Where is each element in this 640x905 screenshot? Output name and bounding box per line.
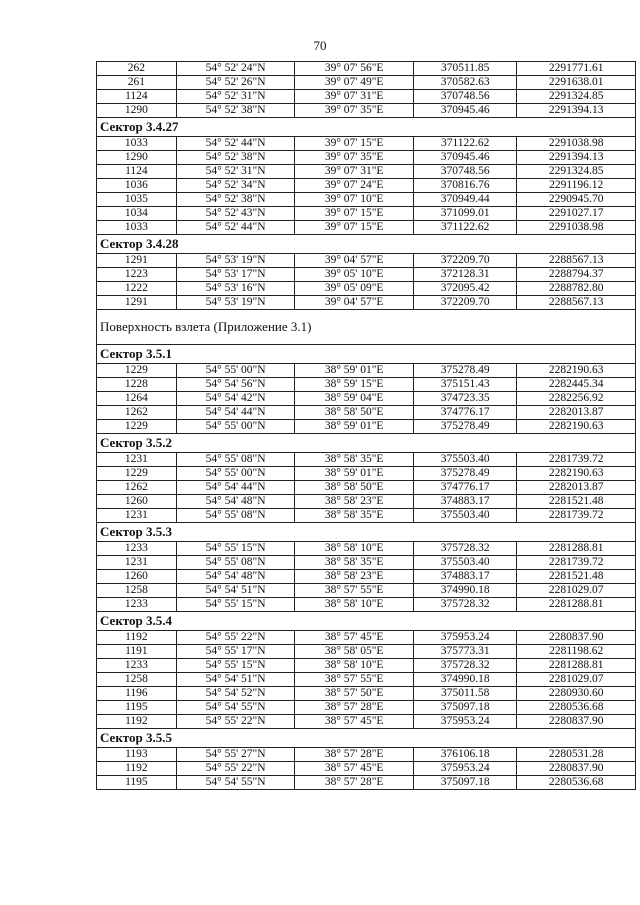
longitude-cell: 38° 58' 05"E — [295, 645, 414, 659]
latitude-cell: 54° 55' 08"N — [176, 509, 295, 523]
latitude-cell: 54° 54' 42"N — [176, 392, 295, 406]
longitude-cell: 39° 07' 35"E — [295, 104, 414, 118]
latitude-cell: 54° 52' 24"N — [176, 62, 295, 76]
longitude-cell: 38° 57' 50"E — [295, 687, 414, 701]
longitude-cell: 39° 05' 10"E — [295, 268, 414, 282]
y-coordinate-cell: 2288782.80 — [517, 282, 636, 296]
longitude-cell: 38° 58' 50"E — [295, 406, 414, 420]
x-coordinate-cell: 376106.18 — [413, 748, 516, 762]
longitude-cell: 39° 07' 15"E — [295, 221, 414, 235]
latitude-cell: 54° 54' 44"N — [176, 406, 295, 420]
longitude-cell: 39° 04' 57"E — [295, 254, 414, 268]
sector-heading-row — [97, 345, 636, 364]
table-row — [97, 659, 636, 673]
table-row — [97, 776, 636, 790]
y-coordinate-cell: 2291038.98 — [517, 221, 636, 235]
x-coordinate-cell: 370748.56 — [413, 165, 516, 179]
x-coordinate-cell: 375503.40 — [413, 509, 516, 523]
x-coordinate-cell: 370511.85 — [413, 62, 516, 76]
sector-heading: Сектор 3.4.27 — [97, 118, 636, 137]
table-row — [97, 179, 636, 193]
point-number-cell: 1262 — [97, 481, 177, 495]
point-number-cell: 1192 — [97, 631, 177, 645]
longitude-cell: 39° 07' 10"E — [295, 193, 414, 207]
table-row — [97, 645, 636, 659]
point-number-cell: 1233 — [97, 659, 177, 673]
latitude-cell: 54° 55' 22"N — [176, 762, 295, 776]
point-number-cell: 1290 — [97, 151, 177, 165]
latitude-cell: 54° 52' 38"N — [176, 104, 295, 118]
y-coordinate-cell: 2288794.37 — [517, 268, 636, 282]
longitude-cell: 39° 07' 31"E — [295, 165, 414, 179]
longitude-cell: 38° 57' 55"E — [295, 673, 414, 687]
y-coordinate-cell: 2281521.48 — [517, 570, 636, 584]
latitude-cell: 54° 55' 22"N — [176, 631, 295, 645]
latitude-cell: 54° 52' 38"N — [176, 193, 295, 207]
latitude-cell: 54° 52' 43"N — [176, 207, 295, 221]
table-row — [97, 556, 636, 570]
y-coordinate-cell: 2282190.63 — [517, 420, 636, 434]
x-coordinate-cell: 372209.70 — [413, 296, 516, 310]
y-coordinate-cell: 2281521.48 — [517, 495, 636, 509]
table-row — [97, 104, 636, 118]
longitude-cell: 39° 07' 15"E — [295, 207, 414, 221]
point-number-cell: 1124 — [97, 90, 177, 104]
sector-heading: Сектор 3.5.4 — [97, 612, 636, 631]
point-number-cell: 1034 — [97, 207, 177, 221]
point-number-cell: 1264 — [97, 392, 177, 406]
longitude-cell: 39° 05' 09"E — [295, 282, 414, 296]
longitude-cell: 38° 57' 45"E — [295, 762, 414, 776]
point-number-cell: 1258 — [97, 673, 177, 687]
point-number-cell: 1229 — [97, 467, 177, 481]
point-number-cell: 1262 — [97, 406, 177, 420]
latitude-cell: 54° 52' 44"N — [176, 137, 295, 151]
x-coordinate-cell: 375728.32 — [413, 598, 516, 612]
y-coordinate-cell: 2280536.68 — [517, 701, 636, 715]
x-coordinate-cell: 371122.62 — [413, 137, 516, 151]
x-coordinate-cell: 375278.49 — [413, 364, 516, 378]
table-row — [97, 598, 636, 612]
point-number-cell: 1195 — [97, 701, 177, 715]
x-coordinate-cell: 372209.70 — [413, 254, 516, 268]
section-title-row — [97, 310, 636, 345]
y-coordinate-cell: 2282190.63 — [517, 364, 636, 378]
section-title: Поверхность взлета (Приложение 3.1) — [97, 310, 636, 345]
latitude-cell: 54° 54' 48"N — [176, 495, 295, 509]
x-coordinate-cell: 374883.17 — [413, 495, 516, 509]
x-coordinate-cell: 375953.24 — [413, 715, 516, 729]
longitude-cell: 39° 04' 57"E — [295, 296, 414, 310]
x-coordinate-cell: 374990.18 — [413, 584, 516, 598]
x-coordinate-cell: 375011.58 — [413, 687, 516, 701]
longitude-cell: 39° 07' 35"E — [295, 151, 414, 165]
latitude-cell: 54° 52' 31"N — [176, 165, 295, 179]
x-coordinate-cell: 371122.62 — [413, 221, 516, 235]
table-row — [97, 453, 636, 467]
y-coordinate-cell: 2291196.12 — [517, 179, 636, 193]
longitude-cell: 39° 07' 31"E — [295, 90, 414, 104]
y-coordinate-cell: 2280837.90 — [517, 762, 636, 776]
y-coordinate-cell: 2280837.90 — [517, 631, 636, 645]
coordinates-table — [96, 61, 636, 790]
y-coordinate-cell: 2281288.81 — [517, 598, 636, 612]
x-coordinate-cell: 375278.49 — [413, 467, 516, 481]
point-number-cell: 1192 — [97, 762, 177, 776]
x-coordinate-cell: 372095.42 — [413, 282, 516, 296]
table-row — [97, 378, 636, 392]
y-coordinate-cell: 2281288.81 — [517, 659, 636, 673]
latitude-cell: 54° 53' 19"N — [176, 254, 295, 268]
x-coordinate-cell: 375953.24 — [413, 631, 516, 645]
latitude-cell: 54° 53' 19"N — [176, 296, 295, 310]
y-coordinate-cell: 2280536.68 — [517, 776, 636, 790]
point-number-cell: 1193 — [97, 748, 177, 762]
table-row — [97, 282, 636, 296]
x-coordinate-cell: 370945.46 — [413, 151, 516, 165]
latitude-cell: 54° 52' 34"N — [176, 179, 295, 193]
table-row — [97, 254, 636, 268]
latitude-cell: 54° 53' 17"N — [176, 268, 295, 282]
table-row — [97, 420, 636, 434]
y-coordinate-cell: 2290945.70 — [517, 193, 636, 207]
x-coordinate-cell: 371099.01 — [413, 207, 516, 221]
x-coordinate-cell: 370945.46 — [413, 104, 516, 118]
sector-heading: Сектор 3.5.3 — [97, 523, 636, 542]
x-coordinate-cell: 372128.31 — [413, 268, 516, 282]
point-number-cell: 1036 — [97, 179, 177, 193]
latitude-cell: 54° 55' 00"N — [176, 467, 295, 481]
y-coordinate-cell: 2281029.07 — [517, 584, 636, 598]
x-coordinate-cell: 370949.44 — [413, 193, 516, 207]
longitude-cell: 38° 59' 01"E — [295, 467, 414, 481]
y-coordinate-cell: 2291638.01 — [517, 76, 636, 90]
sector-heading-row — [97, 729, 636, 748]
y-coordinate-cell: 2288567.13 — [517, 254, 636, 268]
point-number-cell: 1195 — [97, 776, 177, 790]
sector-heading-row — [97, 235, 636, 254]
latitude-cell: 54° 55' 08"N — [176, 453, 295, 467]
x-coordinate-cell: 375728.32 — [413, 659, 516, 673]
latitude-cell: 54° 55' 15"N — [176, 659, 295, 673]
table-row — [97, 570, 636, 584]
y-coordinate-cell: 2280930.60 — [517, 687, 636, 701]
longitude-cell: 38° 57' 28"E — [295, 776, 414, 790]
y-coordinate-cell: 2282256.92 — [517, 392, 636, 406]
latitude-cell: 54° 54' 56"N — [176, 378, 295, 392]
y-coordinate-cell: 2288567.13 — [517, 296, 636, 310]
latitude-cell: 54° 55' 00"N — [176, 364, 295, 378]
point-number-cell: 1228 — [97, 378, 177, 392]
latitude-cell: 54° 55' 17"N — [176, 645, 295, 659]
x-coordinate-cell: 375151.43 — [413, 378, 516, 392]
x-coordinate-cell: 375278.49 — [413, 420, 516, 434]
table-row — [97, 762, 636, 776]
y-coordinate-cell: 2281739.72 — [517, 509, 636, 523]
x-coordinate-cell: 375728.32 — [413, 542, 516, 556]
table-row — [97, 481, 636, 495]
longitude-cell: 38° 59' 01"E — [295, 364, 414, 378]
latitude-cell: 54° 55' 00"N — [176, 420, 295, 434]
latitude-cell: 54° 54' 55"N — [176, 701, 295, 715]
latitude-cell: 54° 53' 16"N — [176, 282, 295, 296]
latitude-cell: 54° 54' 51"N — [176, 584, 295, 598]
point-number-cell: 1191 — [97, 645, 177, 659]
sector-heading: Сектор 3.5.5 — [97, 729, 636, 748]
x-coordinate-cell: 374883.17 — [413, 570, 516, 584]
coordinates-table-body — [97, 62, 636, 790]
point-number-cell: 1233 — [97, 542, 177, 556]
longitude-cell: 38° 58' 50"E — [295, 481, 414, 495]
longitude-cell: 38° 59' 15"E — [295, 378, 414, 392]
y-coordinate-cell: 2282445.34 — [517, 378, 636, 392]
longitude-cell: 39° 07' 49"E — [295, 76, 414, 90]
latitude-cell: 54° 54' 55"N — [176, 776, 295, 790]
x-coordinate-cell: 374776.17 — [413, 406, 516, 420]
latitude-cell: 54° 55' 15"N — [176, 542, 295, 556]
table-row — [97, 687, 636, 701]
point-number-cell: 1231 — [97, 509, 177, 523]
longitude-cell: 38° 58' 10"E — [295, 598, 414, 612]
point-number-cell: 1291 — [97, 296, 177, 310]
latitude-cell: 54° 55' 15"N — [176, 598, 295, 612]
y-coordinate-cell: 2282013.87 — [517, 481, 636, 495]
table-row — [97, 467, 636, 481]
longitude-cell: 38° 58' 35"E — [295, 453, 414, 467]
point-number-cell: 1229 — [97, 420, 177, 434]
x-coordinate-cell: 370816.76 — [413, 179, 516, 193]
y-coordinate-cell: 2282190.63 — [517, 467, 636, 481]
y-coordinate-cell: 2281739.72 — [517, 453, 636, 467]
point-number-cell: 261 — [97, 76, 177, 90]
table-row — [97, 151, 636, 165]
y-coordinate-cell: 2291394.13 — [517, 151, 636, 165]
sector-heading-row — [97, 612, 636, 631]
table-row — [97, 406, 636, 420]
latitude-cell: 54° 55' 08"N — [176, 556, 295, 570]
longitude-cell: 38° 58' 23"E — [295, 570, 414, 584]
table-row — [97, 509, 636, 523]
latitude-cell: 54° 54' 48"N — [176, 570, 295, 584]
point-number-cell: 1290 — [97, 104, 177, 118]
sector-heading: Сектор 3.5.2 — [97, 434, 636, 453]
table-row — [97, 165, 636, 179]
y-coordinate-cell: 2291771.61 — [517, 62, 636, 76]
point-number-cell: 1222 — [97, 282, 177, 296]
table-row — [97, 715, 636, 729]
point-number-cell: 1258 — [97, 584, 177, 598]
longitude-cell: 38° 58' 10"E — [295, 542, 414, 556]
latitude-cell: 54° 54' 44"N — [176, 481, 295, 495]
y-coordinate-cell: 2281739.72 — [517, 556, 636, 570]
point-number-cell: 1033 — [97, 137, 177, 151]
longitude-cell: 39° 07' 15"E — [295, 137, 414, 151]
point-number-cell: 1260 — [97, 495, 177, 509]
sector-heading-row — [97, 118, 636, 137]
table-row — [97, 207, 636, 221]
latitude-cell: 54° 52' 26"N — [176, 76, 295, 90]
table-row — [97, 701, 636, 715]
y-coordinate-cell: 2291394.13 — [517, 104, 636, 118]
sector-heading-row — [97, 523, 636, 542]
point-number-cell: 1035 — [97, 193, 177, 207]
latitude-cell: 54° 55' 22"N — [176, 715, 295, 729]
x-coordinate-cell: 370748.56 — [413, 90, 516, 104]
table-row — [97, 76, 636, 90]
point-number-cell: 1291 — [97, 254, 177, 268]
y-coordinate-cell: 2291324.85 — [517, 165, 636, 179]
sector-heading: Сектор 3.5.1 — [97, 345, 636, 364]
y-coordinate-cell: 2280837.90 — [517, 715, 636, 729]
table-row — [97, 90, 636, 104]
longitude-cell: 38° 57' 45"E — [295, 631, 414, 645]
longitude-cell: 38° 59' 01"E — [295, 420, 414, 434]
table-row — [97, 193, 636, 207]
latitude-cell: 54° 52' 38"N — [176, 151, 295, 165]
table-row — [97, 542, 636, 556]
y-coordinate-cell: 2282013.87 — [517, 406, 636, 420]
table-row — [97, 62, 636, 76]
longitude-cell: 38° 57' 45"E — [295, 715, 414, 729]
latitude-cell: 54° 55' 27"N — [176, 748, 295, 762]
table-row — [97, 296, 636, 310]
longitude-cell: 38° 59' 04"E — [295, 392, 414, 406]
x-coordinate-cell: 370582.63 — [413, 76, 516, 90]
page-number: 70 — [313, 38, 327, 53]
x-coordinate-cell: 374990.18 — [413, 673, 516, 687]
longitude-cell: 38° 58' 35"E — [295, 556, 414, 570]
y-coordinate-cell: 2291038.98 — [517, 137, 636, 151]
x-coordinate-cell: 374723.35 — [413, 392, 516, 406]
x-coordinate-cell: 375503.40 — [413, 453, 516, 467]
sector-heading: Сектор 3.4.28 — [97, 235, 636, 254]
x-coordinate-cell: 374776.17 — [413, 481, 516, 495]
longitude-cell: 39° 07' 24"E — [295, 179, 414, 193]
y-coordinate-cell: 2291027.17 — [517, 207, 636, 221]
longitude-cell: 38° 57' 55"E — [295, 584, 414, 598]
table-row — [97, 268, 636, 282]
table-row — [97, 495, 636, 509]
longitude-cell: 38° 58' 35"E — [295, 509, 414, 523]
point-number-cell: 1192 — [97, 715, 177, 729]
y-coordinate-cell: 2280531.28 — [517, 748, 636, 762]
table-row — [97, 631, 636, 645]
table-row — [97, 137, 636, 151]
point-number-cell: 1260 — [97, 570, 177, 584]
point-number-cell: 1196 — [97, 687, 177, 701]
longitude-cell: 38° 57' 28"E — [295, 701, 414, 715]
sector-heading-row — [97, 434, 636, 453]
point-number-cell: 1033 — [97, 221, 177, 235]
point-number-cell: 1223 — [97, 268, 177, 282]
latitude-cell: 54° 54' 51"N — [176, 673, 295, 687]
latitude-cell: 54° 52' 44"N — [176, 221, 295, 235]
y-coordinate-cell: 2291324.85 — [517, 90, 636, 104]
x-coordinate-cell: 375503.40 — [413, 556, 516, 570]
point-number-cell: 1124 — [97, 165, 177, 179]
table-row — [97, 584, 636, 598]
point-number-cell: 1231 — [97, 453, 177, 467]
point-number-cell: 1233 — [97, 598, 177, 612]
point-number-cell: 1231 — [97, 556, 177, 570]
point-number-cell: 262 — [97, 62, 177, 76]
x-coordinate-cell: 375097.18 — [413, 701, 516, 715]
y-coordinate-cell: 2281198.62 — [517, 645, 636, 659]
longitude-cell: 38° 58' 23"E — [295, 495, 414, 509]
table-row — [97, 364, 636, 378]
latitude-cell: 54° 52' 31"N — [176, 90, 295, 104]
y-coordinate-cell: 2281288.81 — [517, 542, 636, 556]
longitude-cell: 38° 58' 10"E — [295, 659, 414, 673]
table-row — [97, 392, 636, 406]
x-coordinate-cell: 375097.18 — [413, 776, 516, 790]
latitude-cell: 54° 54' 52"N — [176, 687, 295, 701]
point-number-cell: 1229 — [97, 364, 177, 378]
table-row — [97, 748, 636, 762]
longitude-cell: 38° 57' 28"E — [295, 748, 414, 762]
y-coordinate-cell: 2281029.07 — [517, 673, 636, 687]
longitude-cell: 39° 07' 56"E — [295, 62, 414, 76]
x-coordinate-cell: 375953.24 — [413, 762, 516, 776]
table-row — [97, 221, 636, 235]
x-coordinate-cell: 375773.31 — [413, 645, 516, 659]
table-row — [97, 673, 636, 687]
